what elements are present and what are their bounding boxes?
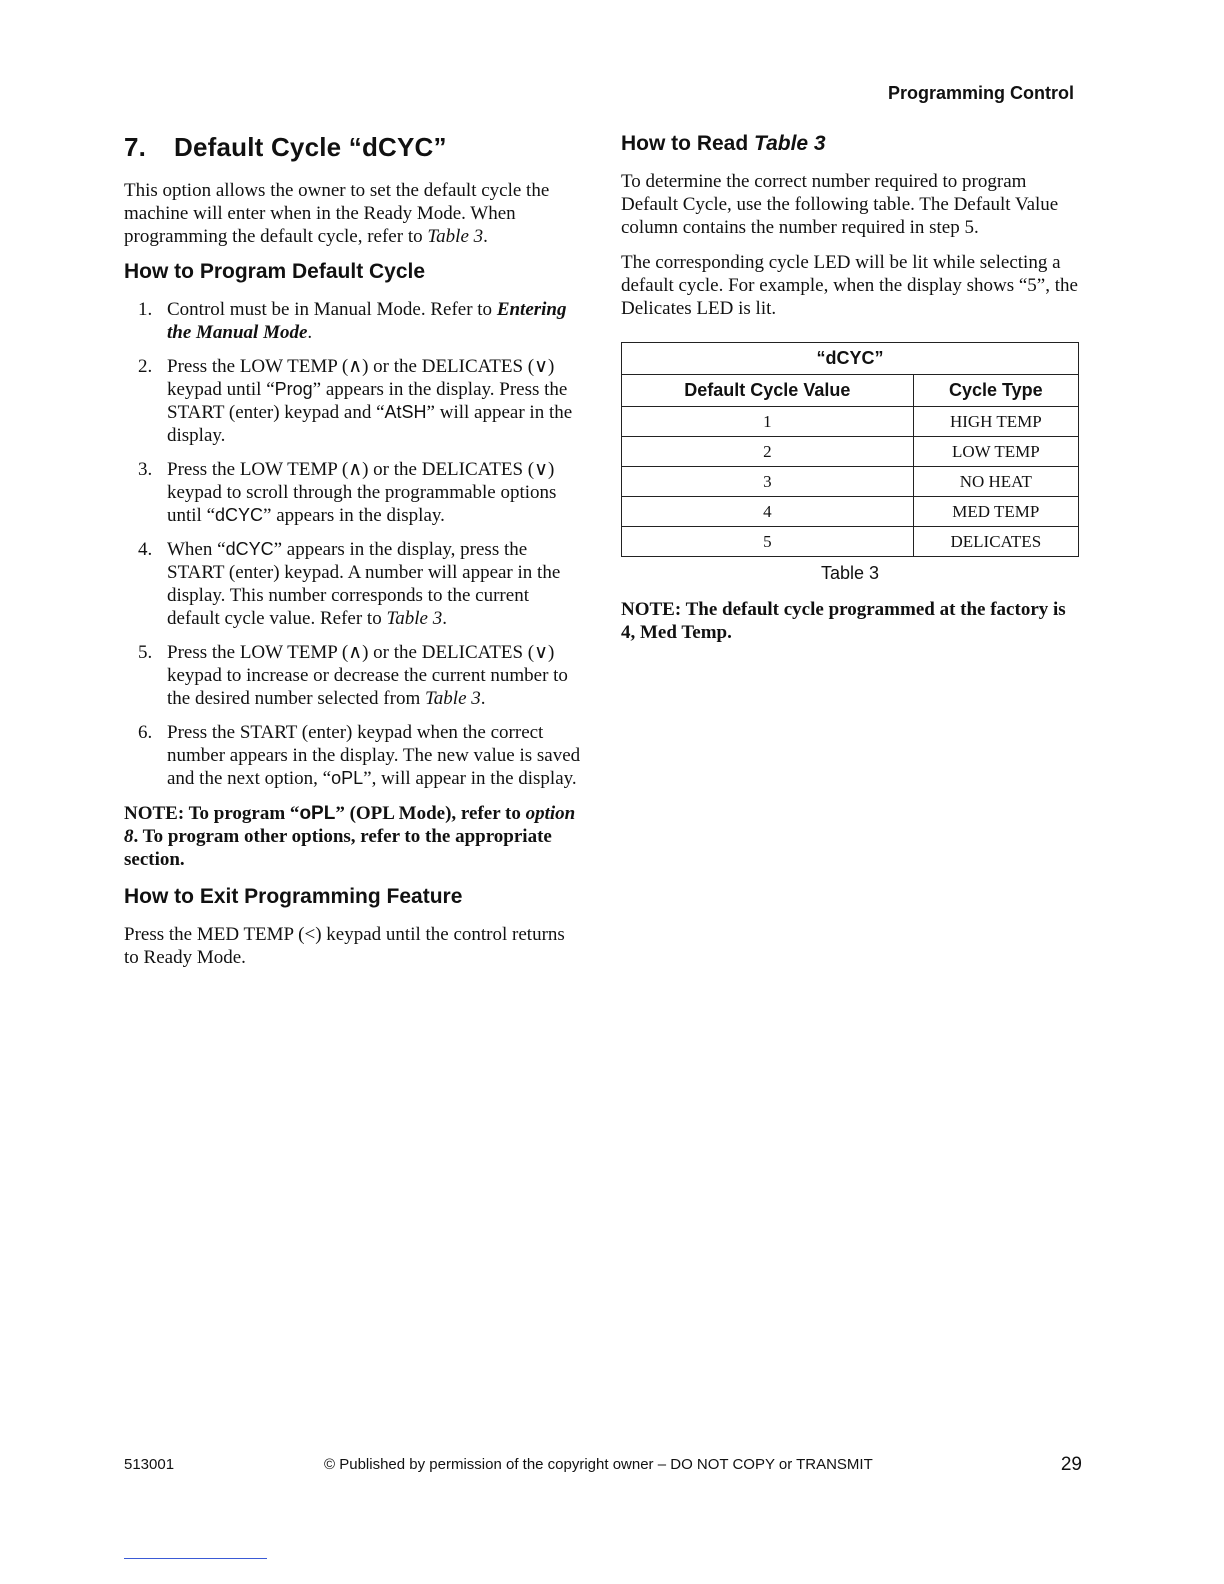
step-text: When “ bbox=[167, 539, 226, 560]
program-heading: How to Program Default Cycle bbox=[124, 260, 426, 283]
display-code: dCYC bbox=[225, 539, 274, 559]
step-text: . bbox=[480, 688, 486, 709]
step-text: Press the LOW TEMP (∧) or the DELICATES (∨) keypad until “ bbox=[167, 356, 555, 400]
option-ref: option 8 bbox=[124, 803, 576, 847]
table-ref: Table 3 bbox=[427, 226, 484, 247]
step-1 bbox=[124, 298, 582, 344]
step-number: 5. bbox=[138, 642, 153, 663]
table-ref: Table 3 bbox=[386, 608, 443, 629]
step-number: 3. bbox=[138, 459, 153, 480]
step-text: ” appears in the display. bbox=[263, 505, 445, 526]
right-column bbox=[621, 132, 1081, 658]
cell-type: DELICATES bbox=[913, 527, 1078, 557]
display-code: oPL bbox=[299, 803, 336, 824]
cell-type: LOW TEMP bbox=[913, 437, 1078, 467]
step-text: Press the LOW TEMP (∧) or the DELICATES (∨) keypad to scroll through the programmable options until “ bbox=[167, 459, 557, 526]
note-text: . To program other options, refer to the appropriate section. bbox=[124, 826, 552, 870]
intro-text: This option allows the owner to set the default cycle the machine will enter when in the Ready Mode. When programming the default cycle, refer to bbox=[124, 180, 550, 247]
step-number: 1. bbox=[138, 299, 153, 320]
cell-value: 2 bbox=[622, 437, 914, 467]
cell-value: 1 bbox=[622, 407, 914, 437]
dcyc-table bbox=[621, 342, 1079, 557]
step-2 bbox=[124, 355, 582, 447]
factory-default-note: NOTE: The default cycle programmed at the factory is 4, Med Temp. bbox=[621, 599, 1066, 643]
display-code: AtSH bbox=[384, 402, 427, 422]
page-number: 29 bbox=[1060, 1454, 1082, 1475]
heading-text: How to Read bbox=[621, 132, 755, 155]
read-paragraph-1: To determine the correct number required to program Default Cycle, use the following table. The Default Value column contains the number required in step 5. bbox=[621, 171, 1059, 238]
cell-type: MED TEMP bbox=[913, 497, 1078, 527]
step-text: . bbox=[442, 608, 447, 629]
note-text: NOTE: To program “ bbox=[124, 803, 300, 824]
cell-value: 5 bbox=[622, 527, 914, 557]
step-text: . bbox=[307, 322, 313, 343]
cell-value: 3 bbox=[622, 467, 914, 497]
display-code: dCYC bbox=[215, 505, 264, 525]
step-text: ”, will appear in the display. bbox=[363, 768, 577, 789]
step-6 bbox=[124, 721, 582, 790]
step-number: 4. bbox=[138, 539, 153, 560]
table-row bbox=[622, 527, 1079, 557]
step-text: ” appears in the display. Press the START (enter) keypad and “ bbox=[167, 379, 568, 423]
step-5 bbox=[124, 641, 582, 710]
table-row bbox=[622, 437, 1079, 467]
read-table-heading bbox=[621, 132, 1081, 156]
step-3 bbox=[124, 458, 582, 527]
step-text: Press the LOW TEMP (∧) or the DELICATES (∨) keypad to increase or decrease the current number to the desired number selected from bbox=[167, 642, 568, 709]
section-title bbox=[124, 132, 582, 163]
section-number: 7. bbox=[124, 132, 147, 162]
step-number: 6. bbox=[138, 722, 153, 743]
heading-table-ref: Table 3 bbox=[754, 132, 826, 155]
bottom-rule bbox=[124, 1558, 267, 1559]
display-code: Prog bbox=[274, 379, 313, 399]
step-text: ” appears in the display, press the START (enter) keypad. A number will appear in the display. This number corresponds to the current default cycle value. Refer to bbox=[167, 539, 561, 629]
table-ref: Table 3 bbox=[424, 688, 481, 709]
doc-number: 513001 bbox=[124, 1456, 175, 1473]
exit-heading: How to Exit Programming Feature bbox=[124, 885, 463, 908]
cell-type: NO HEAT bbox=[913, 467, 1078, 497]
display-code: oPL bbox=[331, 768, 364, 788]
table-caption: Table 3 bbox=[820, 563, 880, 583]
copyright-notice: © Published by permission of the copyright owner – DO NOT COPY or TRANSMIT bbox=[324, 1456, 873, 1473]
step-text: Press the START (enter) keypad when the correct number appears in the display. The new value is saved and the next option, “ bbox=[167, 722, 581, 789]
exit-paragraph: Press the MED TEMP (<) keypad until the control returns to Ready Mode. bbox=[124, 924, 565, 968]
table-title: “dCYC” bbox=[622, 343, 1079, 375]
step-text: ” will appear in the display. bbox=[167, 402, 573, 446]
read-paragraph-2: The corresponding cycle LED will be lit while selecting a default cycle. For example, when the display shows “5”, the Delicates LED is lit. bbox=[621, 252, 1078, 319]
cell-type: HIGH TEMP bbox=[913, 407, 1078, 437]
col-header-type: Cycle Type bbox=[913, 375, 1078, 407]
table-row bbox=[622, 467, 1079, 497]
section-header: Programming Control bbox=[887, 83, 1074, 103]
left-column bbox=[124, 132, 582, 981]
intro-end: . bbox=[483, 226, 488, 247]
section-title-text: Default Cycle “dCYC” bbox=[174, 132, 447, 162]
opl-note bbox=[124, 802, 582, 871]
step-text: Control must be in Manual Mode. Refer to bbox=[167, 299, 497, 320]
step-4 bbox=[124, 538, 582, 630]
note-text: ” (OPL Mode), refer to bbox=[335, 803, 526, 824]
cell-value: 4 bbox=[622, 497, 914, 527]
manual-mode-ref: Entering the Manual Mode bbox=[167, 299, 567, 343]
intro-paragraph bbox=[124, 179, 582, 248]
table-row bbox=[622, 497, 1079, 527]
program-steps bbox=[124, 298, 582, 790]
col-header-value: Default Cycle Value bbox=[622, 375, 914, 407]
table-row bbox=[622, 407, 1079, 437]
step-number: 2. bbox=[138, 356, 153, 377]
